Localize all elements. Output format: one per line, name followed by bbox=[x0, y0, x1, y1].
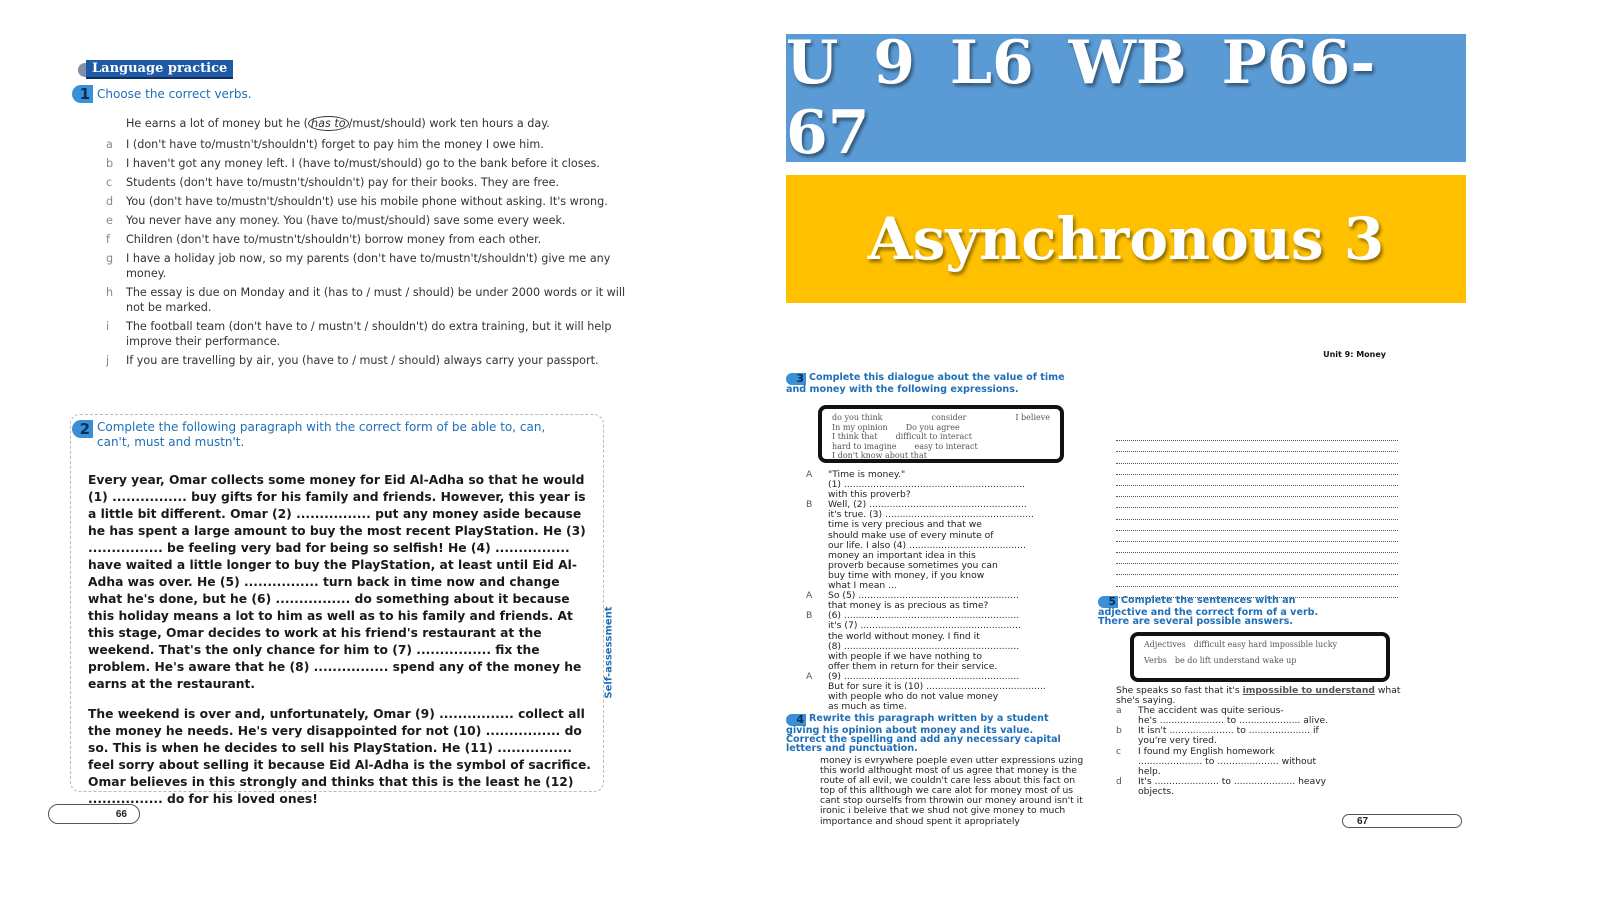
item-text: You (don't have to/mustn't/shouldn't) use his mobile phone without asking. It's wrong. bbox=[126, 195, 608, 208]
item-text: The football team (don't have to / mustn't / shouldn't) do extra training, but it will help improve their performance. bbox=[126, 320, 612, 348]
workbook-page-67 bbox=[786, 350, 1436, 840]
list-item bbox=[106, 251, 626, 281]
list-item bbox=[106, 194, 626, 209]
page-number-label: 66 bbox=[115, 808, 127, 820]
example-answer: impossible to understand bbox=[1242, 685, 1375, 696]
title-banner bbox=[786, 28, 1466, 168]
exercise-5-example bbox=[1116, 686, 1406, 706]
expression: I don't know about that bbox=[832, 451, 927, 460]
exercise-instruction: Rewrite this paragraph written by a student giving his opinion about money and its value. Correct the spelling and add any necessary capital letters and punctuation. bbox=[786, 713, 1061, 754]
item-text: ...................... to ..................... without bbox=[1138, 755, 1317, 767]
list-item bbox=[106, 137, 626, 152]
expression: I believe bbox=[1015, 413, 1050, 422]
speaker bbox=[806, 541, 828, 551]
exercise-number: 2 bbox=[72, 420, 93, 438]
line-text: Well, (2) ...................................................... bbox=[828, 499, 1027, 511]
speaker bbox=[806, 551, 828, 561]
expression: easy to interact bbox=[914, 441, 978, 451]
speaker bbox=[806, 571, 828, 581]
item-text: he's ...................... to ..................... alive. bbox=[1138, 715, 1329, 727]
item-text: I haven't got any money left. I (have to/must/should) go to the bank before it closes. bbox=[126, 157, 600, 170]
line-text: time is very precious and that we bbox=[828, 519, 982, 531]
speaker bbox=[806, 510, 828, 520]
item-text: help. bbox=[1138, 765, 1161, 777]
item-text: Children (don't have to/mustn't/shouldn't) borrow money from each other. bbox=[126, 233, 542, 246]
item-text: If you are travelling by air, you (have to / must / should) always carry your passport. bbox=[126, 354, 599, 367]
speaker: A bbox=[806, 670, 813, 682]
list-item bbox=[106, 319, 626, 349]
exercise-1-example bbox=[106, 116, 626, 131]
circled-answer: has to bbox=[308, 116, 349, 131]
adjectives-verbs-box bbox=[1130, 632, 1390, 682]
exercise-number: 3 bbox=[786, 373, 806, 385]
item-text: Students (don't have to/mustn't/shouldn't) pay for their books. They are free. bbox=[126, 176, 560, 189]
line-text: (8) ............................................................ bbox=[828, 640, 1020, 652]
speaker: A bbox=[806, 469, 813, 480]
example-suffix: /must/should) work ten hours a day. bbox=[348, 117, 550, 130]
workbook-page-66 bbox=[62, 52, 632, 872]
line-text: our life. I also (4) ........................................ bbox=[828, 539, 1026, 551]
item-letter: j bbox=[106, 354, 110, 367]
line-text: money an important idea in this bbox=[828, 549, 976, 561]
item-letter: g bbox=[106, 252, 114, 265]
exercise-2-paragraph bbox=[88, 472, 598, 821]
page-number-67 bbox=[1342, 814, 1462, 828]
example-prefix: He earns a lot of money but he ( bbox=[126, 117, 309, 130]
expression: In my opinion bbox=[832, 422, 888, 432]
self-assessment-tab bbox=[602, 604, 616, 700]
exercise-5-heading bbox=[1098, 596, 1348, 626]
speaker: B bbox=[806, 499, 813, 511]
item-letter: e bbox=[106, 214, 113, 227]
item-letter bbox=[1116, 757, 1138, 767]
speaker bbox=[806, 621, 828, 631]
line-text: with this proverb? bbox=[828, 489, 911, 501]
line-text: So (5) ....................................................... bbox=[828, 590, 1019, 602]
item-text: You never have any money. You (have to/must/should) save some every week. bbox=[126, 214, 566, 227]
line-text: (1) .............................................................. bbox=[828, 479, 1026, 491]
line-text: "Time is money." bbox=[828, 469, 906, 480]
language-practice-badge bbox=[78, 60, 233, 79]
page-subtitle: Asynchronous 3 bbox=[867, 205, 1385, 273]
exercise-1-items bbox=[106, 116, 626, 372]
expressions-box bbox=[818, 405, 1064, 463]
line-text: offer them in return for their service. bbox=[828, 660, 998, 672]
exercise-3-heading bbox=[786, 373, 1066, 394]
line-text: buy time with money, if you know bbox=[828, 569, 985, 581]
item-letter: b bbox=[1116, 725, 1122, 737]
list-item bbox=[106, 156, 626, 171]
dialogue-line bbox=[806, 621, 1086, 631]
dialogue bbox=[806, 470, 1086, 712]
adjectives-label: Adjectives bbox=[1144, 640, 1186, 649]
line-text: what I mean ... bbox=[828, 580, 897, 592]
item-text: It isn't ...................... to ..................... if bbox=[1138, 725, 1319, 737]
item-text: The accident was quite serious- bbox=[1138, 705, 1284, 717]
exercise-4-heading bbox=[786, 714, 1066, 753]
speaker bbox=[806, 682, 828, 692]
speaker bbox=[806, 692, 828, 702]
exercise-2-heading bbox=[72, 420, 582, 450]
speaker: A bbox=[806, 590, 813, 602]
line-text: it's true. (3) ................................................... bbox=[828, 509, 1034, 521]
line-text: proverb because sometimes you can bbox=[828, 559, 998, 571]
line-text: that money is as precious as time? bbox=[828, 600, 989, 612]
item-letter: b bbox=[106, 157, 114, 170]
line-text: it's (7) ....................................................... bbox=[828, 620, 1021, 632]
exercise-instruction: Complete this dialogue about the value of time and money with the following expressions. bbox=[786, 372, 1065, 395]
exercise-instruction: Complete the sentences with an adjective and the correct form of a verb. There are several possible answers. bbox=[1098, 595, 1319, 627]
item-letter bbox=[1116, 787, 1138, 797]
page-title: U 9 L6 WB P66- 67 bbox=[786, 28, 1376, 168]
line-text: (9) ............................................................ bbox=[828, 670, 1020, 682]
speaker bbox=[806, 642, 828, 652]
item-letter: a bbox=[1116, 705, 1122, 717]
item-letter: d bbox=[1116, 775, 1122, 787]
page-number-label: 67 bbox=[1357, 815, 1369, 827]
item-text: It's ...................... to ..................... heavy bbox=[1138, 775, 1327, 787]
speaker bbox=[806, 702, 828, 712]
speaker bbox=[806, 531, 828, 541]
line-text: with people who do not value money bbox=[828, 691, 999, 703]
item-letter: c bbox=[1116, 745, 1122, 757]
item-letter: h bbox=[106, 286, 114, 299]
side-tab-label: Self-assessment bbox=[603, 605, 615, 699]
line-text: But for sure it is (10) ......................................... bbox=[828, 680, 1046, 692]
item-letter: d bbox=[106, 195, 114, 208]
exercise-instruction: Choose the correct verbs. bbox=[97, 87, 252, 101]
verbs-list: be do lift understand wake up bbox=[1174, 655, 1297, 665]
list-item bbox=[106, 175, 626, 190]
list-item bbox=[106, 353, 626, 368]
dialogue-line bbox=[806, 702, 1086, 712]
speaker bbox=[806, 520, 828, 530]
example-prefix: She speaks so fast that it's bbox=[1116, 685, 1243, 696]
expression: do you think bbox=[832, 413, 883, 422]
page-number-66 bbox=[48, 804, 140, 824]
item-text: I have a holiday job now, so my parents (don't have to/mustn't/shouldn't) give me any money. bbox=[126, 252, 611, 280]
speaker bbox=[806, 561, 828, 571]
unit-label: Unit 9: Money bbox=[1323, 350, 1386, 359]
line-text: (6) ............................................................ bbox=[828, 610, 1020, 622]
item-letter: i bbox=[106, 320, 110, 333]
adjectives-list: difficult easy hard impossible lucky bbox=[1193, 640, 1338, 649]
item-text: you're very tired. bbox=[1138, 735, 1217, 747]
line-text: the world without money. I find it bbox=[828, 630, 980, 642]
exercise-number: 4 bbox=[786, 714, 806, 726]
list-item bbox=[106, 285, 626, 315]
line-text: should make use of every minute of bbox=[828, 529, 994, 541]
writing-lines bbox=[1116, 430, 1398, 598]
speaker bbox=[806, 480, 828, 490]
item-text: I (don't have to/mustn't/shouldn't) forget to pay him the money I owe him. bbox=[126, 138, 544, 151]
list-item bbox=[1116, 787, 1406, 797]
exercise-1-heading bbox=[72, 85, 252, 103]
speaker bbox=[806, 652, 828, 662]
expression: hard to imagine bbox=[832, 441, 897, 451]
exercise-number: 1 bbox=[72, 85, 93, 103]
exercise-number: 5 bbox=[1098, 596, 1118, 608]
expression: consider bbox=[931, 413, 967, 422]
exercise-5-items bbox=[1116, 686, 1406, 797]
example-suffix: what she's saying. bbox=[1116, 685, 1401, 707]
item-text: objects. bbox=[1138, 785, 1175, 797]
verbs-label: Verbs bbox=[1144, 655, 1167, 665]
item-letter: a bbox=[106, 138, 113, 151]
line-text: as much as time. bbox=[828, 701, 907, 713]
paragraph-2: The weekend is over and, unfortunately, Omar (9) ................ collect all the money he needs. He's very disappointed for not (10) ................ do so. This is when he decides to sell his PlayStation. He (11) ................ feel sorry about selling it because Eid Al-Adha is the symbol of sacrifice. Omar believes in this strongly and thinks that this is the least he (12) ................ do for his loved ones! bbox=[88, 707, 591, 806]
exercise-instruction: Complete the following paragraph with the correct form of be able to, can, can't, must and mustn't. bbox=[97, 420, 546, 449]
student-paragraph: money is evrywhere poeple even utter expressions uzing this world althought most of us agree that money is the route of all evil, we couldn't care less about this fact on top of this allthough we care alot for money most of us cant stop ourselfs from throwin our money around isn't it ironic i beleive that we shud not give money to much importance and shoud spent it apropriately bbox=[820, 755, 1084, 827]
line-text: with people if we have nothing to bbox=[828, 650, 982, 662]
item-letter: f bbox=[106, 233, 110, 246]
expression: Do you agree bbox=[905, 422, 960, 432]
speaker bbox=[806, 632, 828, 642]
speaker: B bbox=[806, 610, 813, 622]
badge-label: Language practice bbox=[86, 60, 233, 79]
subtitle-banner bbox=[786, 175, 1466, 303]
list-item bbox=[106, 232, 626, 247]
expression: difficult to interact bbox=[895, 432, 972, 441]
expression: I think that bbox=[832, 432, 878, 441]
paragraph-1: Every year, Omar collects some money for Eid Al-Adha so that he would (1) ................ buy gifts for his family and friends. However, this year is a little bit different. Omar (2) ................ put any money aside because he has spent a large amount to buy the most recent PlayStation. He (3) ................ be feeling very bad for being so selfish! He (4) ................ have waited a little longer to buy the PlayStation, at least until Eid Al-Adha was over. He (5) ................ turn back in time now and change what he's done, but he (6) ................ do something about it because this holiday means a lot to him as well as to his family and friends. At this stage, Omar decides to work at his friend's restaurant at the weekend. That's the only chance for him to (7) ................ fix the problem. He's aware that he (8) ................ spend any of the money he earns at the restaurant. bbox=[88, 473, 586, 691]
list-item bbox=[106, 213, 626, 228]
item-letter: c bbox=[106, 176, 113, 189]
item-text: The essay is due on Monday and it (has to / must / should) be under 2000 words or it will not be marked. bbox=[126, 286, 626, 314]
item-text: I found my English homework bbox=[1138, 745, 1275, 757]
